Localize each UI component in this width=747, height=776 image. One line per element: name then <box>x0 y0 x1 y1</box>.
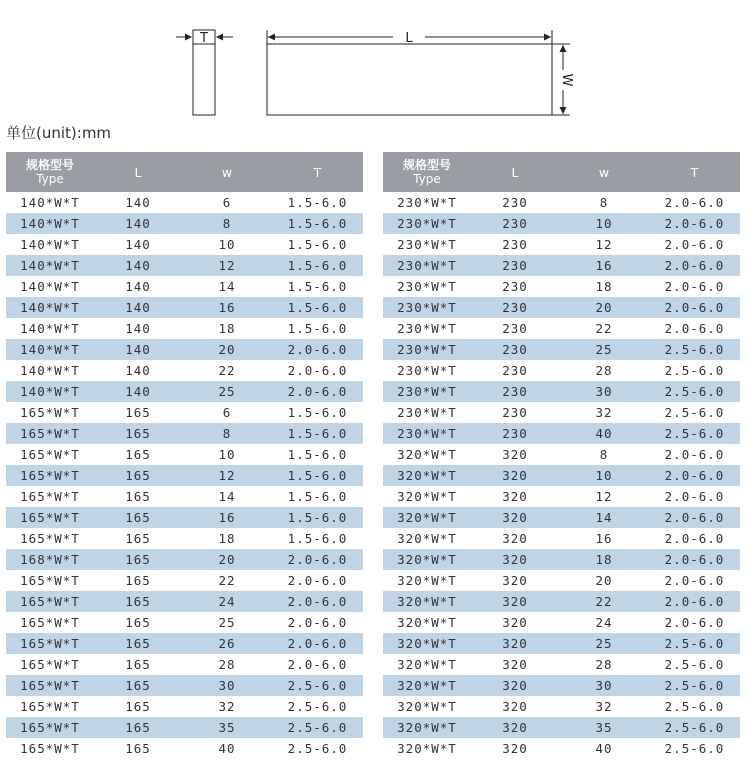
cell-type: 168*W*T <box>20 552 80 567</box>
cell-type: 320*W*T <box>397 468 457 483</box>
table-row <box>383 360 740 381</box>
cell-type: 140*W*T <box>20 384 80 399</box>
table-row <box>383 570 740 591</box>
cell-l: 165 <box>125 699 151 714</box>
cell-w: 20 <box>218 552 236 567</box>
cell-t: 1.5-6.0 <box>287 489 348 504</box>
cell-t: 2.0-6.0 <box>664 531 725 546</box>
cell-l: 230 <box>502 258 528 273</box>
cell-t: 1.5-6.0 <box>287 300 348 315</box>
header-type-cn: 规格型号 <box>402 158 451 172</box>
cell-type: 140*W*T <box>20 279 80 294</box>
table-row <box>6 318 363 339</box>
cell-type: 165*W*T <box>20 426 80 441</box>
header-type-cn: 规格型号 <box>25 158 74 172</box>
table-row <box>383 318 740 339</box>
cell-l: 165 <box>125 552 151 567</box>
cell-type: 230*W*T <box>397 279 457 294</box>
cell-l: 320 <box>502 615 528 630</box>
cell-type: 165*W*T <box>20 699 80 714</box>
header-t: T <box>690 164 699 180</box>
cell-type: 165*W*T <box>20 489 80 504</box>
cell-t: 1.5-6.0 <box>287 258 348 273</box>
unit-label: 单位(unit):mm <box>6 124 112 142</box>
cell-w: 10 <box>595 468 613 483</box>
cell-l: 140 <box>125 342 151 357</box>
cell-l: 165 <box>125 657 151 672</box>
cell-w: 26 <box>218 636 236 651</box>
cell-type: 230*W*T <box>397 426 457 441</box>
cell-t: 2.0-6.0 <box>664 489 725 504</box>
cell-t: 2.0-6.0 <box>287 594 348 609</box>
cell-t: 2.0-6.0 <box>287 636 348 651</box>
cell-w: 14 <box>218 489 236 504</box>
cell-l: 230 <box>502 321 528 336</box>
cell-l: 320 <box>502 657 528 672</box>
table-row <box>383 423 740 444</box>
table-row <box>6 297 363 318</box>
cell-t: 2.0-6.0 <box>664 321 725 336</box>
cell-type: 165*W*T <box>20 657 80 672</box>
cell-l: 165 <box>125 720 151 735</box>
cell-l: 140 <box>125 363 151 378</box>
cell-type: 230*W*T <box>397 237 457 252</box>
cell-l: 165 <box>125 636 151 651</box>
cell-type: 140*W*T <box>20 321 80 336</box>
header-w: w <box>221 164 233 180</box>
table-row <box>383 234 740 255</box>
cell-type: 140*W*T <box>20 300 80 315</box>
cell-w: 22 <box>595 321 613 336</box>
table-row <box>383 402 740 423</box>
cell-t: 2.0-6.0 <box>287 615 348 630</box>
cell-type: 140*W*T <box>20 237 80 252</box>
cell-t: 2.0-6.0 <box>287 384 348 399</box>
spec-table-right <box>383 152 740 759</box>
table-row <box>383 738 740 759</box>
cell-l: 165 <box>125 615 151 630</box>
header-l: L <box>511 164 519 180</box>
table-row <box>383 339 740 360</box>
cell-l: 320 <box>502 720 528 735</box>
cell-w: 32 <box>218 699 236 714</box>
table-row <box>383 612 740 633</box>
cell-l: 230 <box>502 237 528 252</box>
w-arrowhead-bottom <box>560 107 567 114</box>
cell-l: 140 <box>125 384 151 399</box>
header-w: w <box>598 164 610 180</box>
table-row <box>383 696 740 717</box>
table-row <box>6 507 363 528</box>
table-row <box>383 192 740 213</box>
w-dimension-label: W <box>559 73 574 87</box>
cell-type: 230*W*T <box>397 321 457 336</box>
cell-t: 2.5-6.0 <box>664 741 725 756</box>
table-row <box>383 528 740 549</box>
cell-t: 2.0-6.0 <box>664 510 725 525</box>
cell-w: 30 <box>595 384 613 399</box>
cell-t: 2.0-6.0 <box>664 552 725 567</box>
cell-t: 2.5-6.0 <box>664 720 725 735</box>
cell-l: 165 <box>125 447 151 462</box>
cell-l: 165 <box>125 594 151 609</box>
table-row <box>6 423 363 444</box>
cell-w: 24 <box>595 615 613 630</box>
cell-w: 24 <box>218 594 236 609</box>
cell-l: 230 <box>502 342 528 357</box>
cell-t: 2.0-6.0 <box>664 594 725 609</box>
cell-type: 320*W*T <box>397 510 457 525</box>
cell-type: 230*W*T <box>397 300 457 315</box>
table-row <box>6 591 363 612</box>
cell-l: 230 <box>502 426 528 441</box>
cell-l: 140 <box>125 237 151 252</box>
table-row <box>6 339 363 360</box>
cell-type: 165*W*T <box>20 447 80 462</box>
table-row <box>6 675 363 696</box>
cell-w: 35 <box>218 720 236 735</box>
cell-type: 230*W*T <box>397 363 457 378</box>
cell-l: 230 <box>502 384 528 399</box>
cell-w: 12 <box>218 258 236 273</box>
cell-t: 1.5-6.0 <box>287 447 348 462</box>
cell-w: 28 <box>595 363 613 378</box>
spec-table-left <box>6 152 363 759</box>
cell-t: 2.0-6.0 <box>664 237 725 252</box>
cell-l: 165 <box>125 405 151 420</box>
cell-type: 165*W*T <box>20 741 80 756</box>
cell-l: 320 <box>502 447 528 462</box>
cell-t: 2.0-6.0 <box>664 573 725 588</box>
cell-w: 28 <box>595 657 613 672</box>
cell-t: 2.5-6.0 <box>664 678 725 693</box>
table-row <box>383 507 740 528</box>
cell-l: 320 <box>502 510 528 525</box>
cell-t: 2.5-6.0 <box>287 741 348 756</box>
cell-l: 320 <box>502 741 528 756</box>
cell-l: 230 <box>502 300 528 315</box>
cell-w: 14 <box>595 510 613 525</box>
cell-l: 165 <box>125 489 151 504</box>
cell-w: 18 <box>595 279 613 294</box>
table-row <box>383 633 740 654</box>
cell-l: 230 <box>502 405 528 420</box>
cell-t: 1.5-6.0 <box>287 426 348 441</box>
table-row <box>383 465 740 486</box>
cell-l: 165 <box>125 426 151 441</box>
cell-w: 10 <box>595 216 613 231</box>
table-row <box>6 192 363 213</box>
cell-type: 140*W*T <box>20 363 80 378</box>
cell-t: 1.5-6.0 <box>287 216 348 231</box>
cell-w: 20 <box>595 573 613 588</box>
header-type-en: Type <box>36 172 64 186</box>
cell-type: 320*W*T <box>397 447 457 462</box>
table-row <box>383 381 740 402</box>
cell-w: 20 <box>595 300 613 315</box>
cell-w: 30 <box>595 678 613 693</box>
table-row <box>383 675 740 696</box>
cell-type: 320*W*T <box>397 678 457 693</box>
cell-t: 2.0-6.0 <box>664 279 725 294</box>
cell-l: 230 <box>502 195 528 210</box>
cell-type: 320*W*T <box>397 552 457 567</box>
cell-type: 165*W*T <box>20 468 80 483</box>
cell-type: 320*W*T <box>397 636 457 651</box>
dimension-diagram <box>0 0 747 125</box>
cell-t: 2.0-6.0 <box>664 216 725 231</box>
table-row <box>383 276 740 297</box>
cell-type: 320*W*T <box>397 594 457 609</box>
cell-t: 2.5-6.0 <box>664 384 725 399</box>
t-arrowhead-left <box>185 34 192 41</box>
cell-type: 165*W*T <box>20 510 80 525</box>
cell-t: 2.0-6.0 <box>664 468 725 483</box>
cell-l: 320 <box>502 531 528 546</box>
table-row <box>6 738 363 759</box>
table-row <box>6 276 363 297</box>
cell-w: 12 <box>595 237 613 252</box>
front-view-rect <box>267 44 552 115</box>
cell-t: 2.0-6.0 <box>664 258 725 273</box>
table-row <box>6 570 363 591</box>
cell-w: 16 <box>595 531 613 546</box>
cell-t: 2.0-6.0 <box>287 363 348 378</box>
cell-type: 320*W*T <box>397 699 457 714</box>
cell-type: 140*W*T <box>20 195 80 210</box>
header-t: T <box>313 164 322 180</box>
table-row <box>6 633 363 654</box>
cell-t: 1.5-6.0 <box>287 531 348 546</box>
cell-t: 2.5-6.0 <box>287 720 348 735</box>
cell-l: 320 <box>502 552 528 567</box>
cell-l: 165 <box>125 741 151 756</box>
table-row <box>6 612 363 633</box>
table-row <box>6 213 363 234</box>
cell-t: 2.5-6.0 <box>664 426 725 441</box>
cell-l: 320 <box>502 678 528 693</box>
cell-type: 230*W*T <box>397 384 457 399</box>
cell-type: 165*W*T <box>20 573 80 588</box>
cell-t: 2.5-6.0 <box>664 342 725 357</box>
cell-w: 12 <box>218 468 236 483</box>
cell-type: 320*W*T <box>397 573 457 588</box>
cell-t: 2.5-6.0 <box>664 657 725 672</box>
cell-w: 18 <box>218 531 236 546</box>
header-type <box>383 152 471 192</box>
cell-t: 1.5-6.0 <box>287 279 348 294</box>
table-row <box>6 402 363 423</box>
l-dimension-label: L <box>405 31 413 46</box>
cell-w: 12 <box>595 489 613 504</box>
cell-type: 230*W*T <box>397 342 457 357</box>
cell-type: 165*W*T <box>20 720 80 735</box>
cell-t: 2.0-6.0 <box>287 573 348 588</box>
t-arrowhead-right <box>216 34 223 41</box>
cell-w: 40 <box>595 741 613 756</box>
cell-type: 140*W*T <box>20 216 80 231</box>
cell-w: 25 <box>595 342 613 357</box>
cell-l: 165 <box>125 531 151 546</box>
cell-t: 1.5-6.0 <box>287 468 348 483</box>
cell-l: 230 <box>502 279 528 294</box>
cell-l: 230 <box>502 363 528 378</box>
cell-w: 20 <box>218 342 236 357</box>
cell-w: 16 <box>595 258 613 273</box>
table-row <box>6 381 363 402</box>
cell-type: 165*W*T <box>20 531 80 546</box>
t-dimension-label: T <box>200 31 208 46</box>
cell-type: 165*W*T <box>20 405 80 420</box>
cell-w: 22 <box>218 573 236 588</box>
cell-w: 35 <box>595 720 613 735</box>
cell-t: 1.5-6.0 <box>287 510 348 525</box>
table-row <box>383 486 740 507</box>
cell-t: 1.5-6.0 <box>287 405 348 420</box>
cell-t: 2.0-6.0 <box>664 300 725 315</box>
cell-w: 40 <box>218 741 236 756</box>
cell-w: 10 <box>218 237 236 252</box>
cell-type: 320*W*T <box>397 720 457 735</box>
cell-type: 320*W*T <box>397 615 457 630</box>
cell-l: 140 <box>125 300 151 315</box>
cell-l: 140 <box>125 279 151 294</box>
cell-t: 2.5-6.0 <box>287 699 348 714</box>
cell-type: 320*W*T <box>397 741 457 756</box>
cell-type: 165*W*T <box>20 678 80 693</box>
table-row <box>6 234 363 255</box>
cell-t: 2.0-6.0 <box>287 342 348 357</box>
cell-w: 18 <box>595 552 613 567</box>
table-row <box>383 591 740 612</box>
cell-type: 230*W*T <box>397 216 457 231</box>
cell-w: 28 <box>218 657 236 672</box>
cell-l: 320 <box>502 489 528 504</box>
cell-t: 2.5-6.0 <box>664 699 725 714</box>
cell-l: 165 <box>125 573 151 588</box>
cell-l: 230 <box>502 216 528 231</box>
header-type <box>6 152 94 192</box>
cell-type: 230*W*T <box>397 405 457 420</box>
cell-l: 320 <box>502 636 528 651</box>
cell-type: 140*W*T <box>20 258 80 273</box>
cell-w: 8 <box>222 216 232 231</box>
cell-w: 32 <box>595 405 613 420</box>
cell-w: 14 <box>218 279 236 294</box>
cell-type: 230*W*T <box>397 258 457 273</box>
cell-type: 140*W*T <box>20 342 80 357</box>
cell-l: 140 <box>125 321 151 336</box>
cell-w: 18 <box>218 321 236 336</box>
cell-w: 22 <box>218 363 236 378</box>
table-row <box>383 297 740 318</box>
table-row <box>6 696 363 717</box>
cell-type: 320*W*T <box>397 489 457 504</box>
cell-l: 320 <box>502 594 528 609</box>
table-row <box>6 528 363 549</box>
table-row <box>6 465 363 486</box>
cell-type: 320*W*T <box>397 531 457 546</box>
cell-t: 2.0-6.0 <box>287 552 348 567</box>
table-row <box>6 549 363 570</box>
table-header-row <box>383 152 740 192</box>
cell-w: 8 <box>222 426 232 441</box>
header-l: L <box>134 164 142 180</box>
cell-type: 165*W*T <box>20 636 80 651</box>
cell-w: 10 <box>218 447 236 462</box>
cell-w: 30 <box>218 678 236 693</box>
cell-t: 1.5-6.0 <box>287 237 348 252</box>
table-row <box>383 717 740 738</box>
cell-t: 2.0-6.0 <box>664 447 725 462</box>
cell-l: 320 <box>502 699 528 714</box>
cell-t: 2.0-6.0 <box>287 657 348 672</box>
cell-l: 165 <box>125 468 151 483</box>
cell-w: 22 <box>595 594 613 609</box>
cell-l: 140 <box>125 258 151 273</box>
cell-w: 25 <box>218 384 236 399</box>
cell-w: 16 <box>218 300 236 315</box>
table-row <box>383 444 740 465</box>
cell-w: 6 <box>222 405 232 420</box>
l-arrowhead-right <box>544 34 551 41</box>
cell-t: 1.5-6.0 <box>287 321 348 336</box>
cell-t: 2.0-6.0 <box>664 195 725 210</box>
table-row <box>6 486 363 507</box>
cell-w: 6 <box>222 195 232 210</box>
cell-w: 8 <box>599 447 609 462</box>
cell-t: 2.5-6.0 <box>664 636 725 651</box>
cell-type: 230*W*T <box>397 195 457 210</box>
cell-l: 320 <box>502 468 528 483</box>
table-header-row <box>6 152 363 192</box>
table-row <box>6 444 363 465</box>
table-row <box>6 255 363 276</box>
header-type-en: Type <box>413 172 441 186</box>
cell-l: 320 <box>502 573 528 588</box>
cell-t: 2.5-6.0 <box>664 405 725 420</box>
cell-t: 2.0-6.0 <box>664 615 725 630</box>
table-row <box>383 213 740 234</box>
cell-type: 165*W*T <box>20 594 80 609</box>
cell-w: 40 <box>595 426 613 441</box>
table-row <box>383 255 740 276</box>
cell-w: 8 <box>599 195 609 210</box>
cell-type: 320*W*T <box>397 657 457 672</box>
table-row <box>6 360 363 381</box>
cell-l: 165 <box>125 678 151 693</box>
cell-l: 165 <box>125 510 151 525</box>
table-row <box>383 549 740 570</box>
cell-t: 2.5-6.0 <box>664 363 725 378</box>
cell-w: 16 <box>218 510 236 525</box>
cell-w: 32 <box>595 699 613 714</box>
table-row <box>6 654 363 675</box>
cell-l: 140 <box>125 195 151 210</box>
cell-w: 25 <box>218 615 236 630</box>
cell-t: 1.5-6.0 <box>287 195 348 210</box>
w-arrowhead-top <box>560 45 567 52</box>
cell-t: 2.5-6.0 <box>287 678 348 693</box>
table-row <box>6 717 363 738</box>
l-arrowhead-left <box>268 34 275 41</box>
cell-type: 165*W*T <box>20 615 80 630</box>
cell-l: 140 <box>125 216 151 231</box>
table-row <box>383 654 740 675</box>
cell-w: 25 <box>595 636 613 651</box>
